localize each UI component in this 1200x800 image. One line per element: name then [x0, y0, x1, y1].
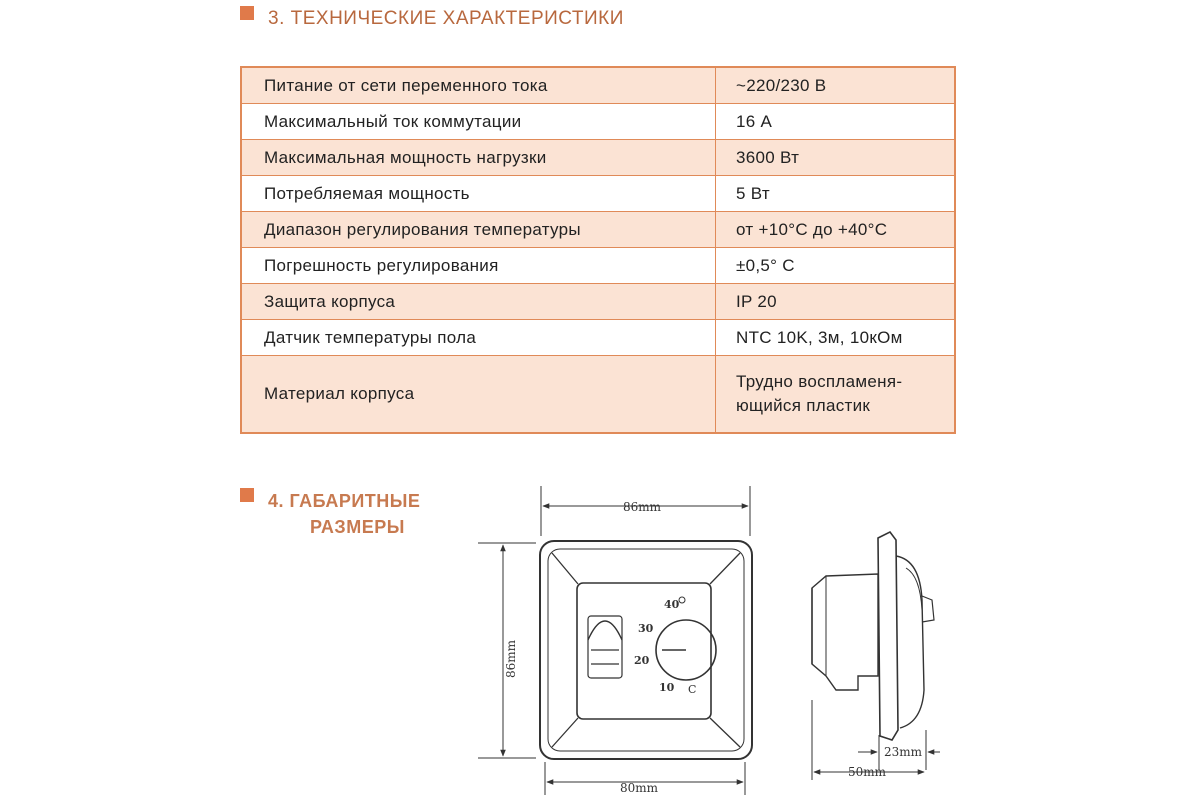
- front-view: [478, 486, 752, 795]
- height-label: 86mm: [504, 639, 518, 678]
- bottom-width-label: 80mm: [620, 781, 659, 795]
- spec-value: IP 20: [716, 284, 956, 320]
- side-view: [812, 532, 940, 780]
- spec-value: 3600 Вт: [716, 140, 956, 176]
- dial-mark-30: 30: [638, 622, 654, 635]
- dial-mark-20: 20: [634, 654, 650, 667]
- top-width-label: 86mm: [623, 500, 662, 514]
- spec-value: NTC 10K, 3м, 10кОм: [716, 320, 956, 356]
- section-4-title-line2: РАЗМЕРЫ: [310, 517, 405, 537]
- dial-mark-10: 10: [659, 681, 675, 694]
- spec-param: Защита корпуса: [241, 284, 716, 320]
- spec-param: Погрешность регулирования: [241, 248, 716, 284]
- section-3-title: 3. ТЕХНИЧЕСКИЕ ХАРАКТЕРИСТИКИ: [268, 8, 624, 29]
- depth-label: 23mm: [884, 745, 923, 759]
- spec-value: Трудно воспламеня- ющийся пластик: [716, 356, 956, 434]
- spec-value: ±0,5° С: [716, 248, 956, 284]
- total-depth-label: 50mm: [848, 765, 887, 779]
- spec-param: Питание от сети переменного тока: [241, 67, 716, 104]
- spec-param: Максимальная мощность нагрузки: [241, 140, 716, 176]
- dial-mark-40: 40: [664, 598, 680, 611]
- spec-value: от +10°С до +40°С: [716, 212, 956, 248]
- spec-param: Потребляемая мощность: [241, 176, 716, 212]
- dial-unit-label: C: [688, 683, 697, 696]
- spec-param: Максимальный ток коммутации: [241, 104, 716, 140]
- spec-param: Материал корпуса: [241, 356, 716, 434]
- spec-param: Датчик температуры пола: [241, 320, 716, 356]
- spec-value: 16 А: [716, 104, 956, 140]
- degree-icon: [679, 597, 685, 603]
- side-view-labels: [848, 745, 923, 779]
- spec-param: Диапазон регулирования температуры: [241, 212, 716, 248]
- section-4-title-line1: 4. ГАБАРИТНЫЕ: [268, 491, 421, 511]
- spec-value: 5 Вт: [716, 176, 956, 212]
- spec-value: ~220/230 В: [716, 67, 956, 104]
